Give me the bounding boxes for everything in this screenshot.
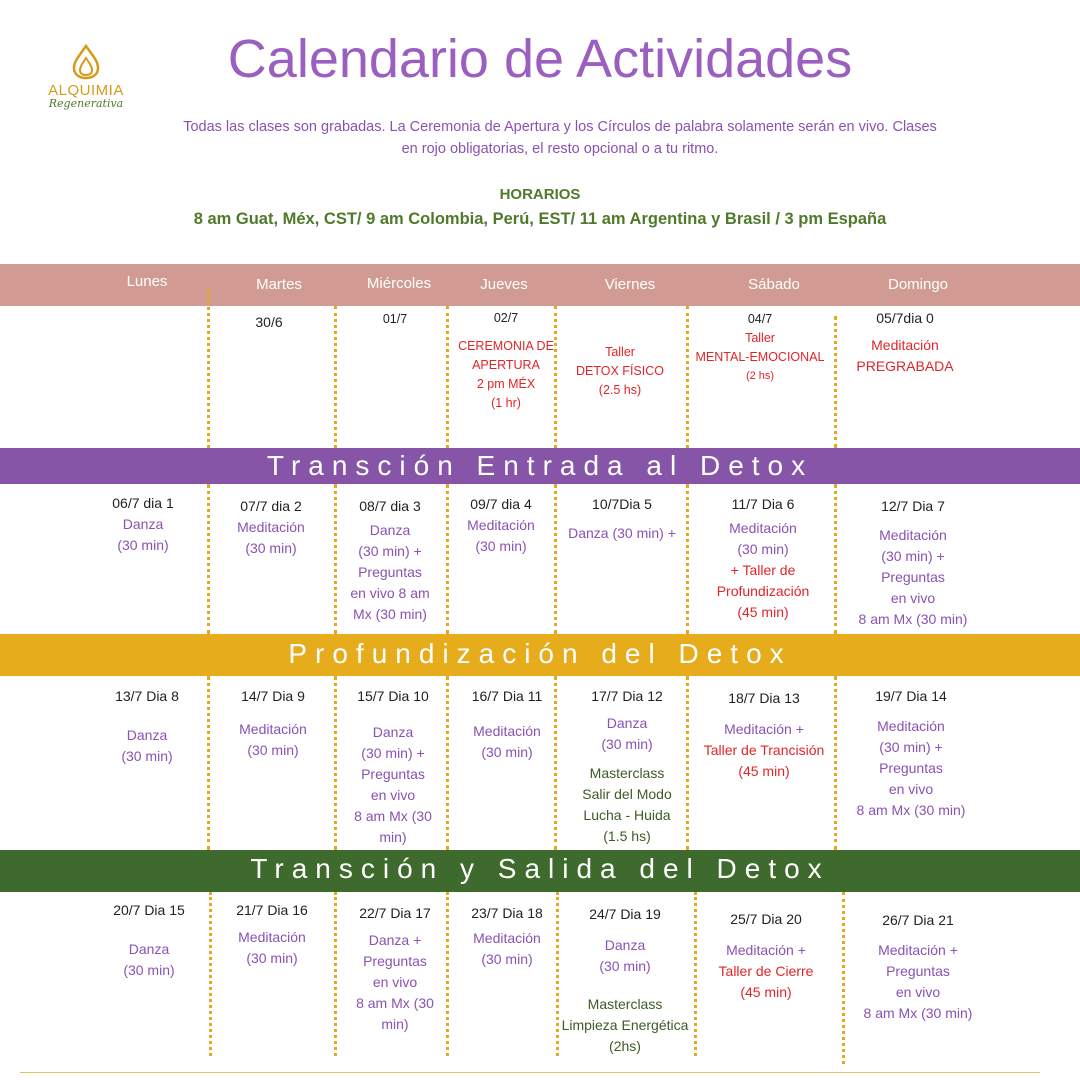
cell-activity: 8 am Mx (30 min) — [858, 611, 968, 627]
cell-activity: CEREMONIA DE — [458, 339, 554, 353]
cell-week3-domingo — [848, 910, 988, 1024]
cell-activity: Meditación — [239, 721, 307, 737]
cell-activity: MENTAL-EMOCIONAL — [695, 350, 825, 364]
cell-activity: en vivo — [372, 974, 418, 990]
cell-week0-viernes — [560, 343, 680, 400]
cell-week2-domingo — [844, 686, 978, 821]
cell-activity: (30 min) — [121, 748, 173, 764]
cell-activity: (30 min) — [737, 541, 789, 557]
cell-week0-martes-date: 30/6 — [255, 314, 283, 330]
cell-activity: DETOX FÍSICO — [576, 364, 664, 378]
column-divider — [334, 306, 337, 448]
cell-activity: Danza (30 min) + — [568, 525, 676, 541]
bottom-divider — [20, 1072, 1040, 1073]
cell-activity: Mx (30 min) — [353, 606, 427, 622]
intro-line-1: Todas las clases son grabadas. La Ceremonia de Apertura y los Círculos de palabra solamente serán en vivo. Clases — [183, 119, 937, 135]
intro-text — [150, 116, 970, 160]
cell-week1-viernes — [558, 494, 686, 544]
cell-week2-miercoles — [338, 686, 448, 848]
cell-activity: Meditación — [473, 723, 541, 739]
cell-week1-jueves — [448, 494, 554, 557]
horarios-text: 8 am Guat, Méx, CST/ 9 am Colombia, Perú, EST/ 11 am Argentina y Brasil / 3 pm España — [193, 210, 887, 228]
cell-activity: PREGRABADA — [856, 358, 954, 374]
cell-activity: (30 min) — [481, 744, 533, 760]
cell-week1-miercoles — [336, 496, 444, 625]
cell-activity: 8 am Mx (30 min) — [856, 802, 966, 818]
cell-date: 07/7 dia 2 — [240, 498, 302, 514]
day-header-viernes: Viernes — [604, 276, 656, 293]
cell-activity: (30 min) — [117, 537, 169, 553]
cell-week1-domingo — [846, 496, 980, 630]
cell-date: 21/7 Dia 16 — [236, 902, 308, 918]
cell-week3-miercoles — [340, 903, 450, 1035]
cell-activity: Danza — [372, 724, 414, 740]
cell-activity: en vivo — [890, 590, 936, 606]
band-salida: Transción y Salida del Detox — [0, 850, 1080, 892]
day-header-miercoles: Miércoles — [366, 275, 432, 292]
cell-activity: 8 am Mx (30 min) — [863, 1005, 973, 1021]
cell-activity: Preguntas — [886, 963, 950, 979]
cell-activity: Taller de Trancisión — [703, 742, 825, 758]
cell-week0-sabado — [686, 310, 834, 385]
cell-date: 10/7Dia 5 — [592, 496, 652, 512]
cell-date: 15/7 Dia 10 — [357, 688, 429, 704]
cell-activity: (45 min) — [738, 763, 790, 779]
band-profundizacion: Profundización del Detox — [0, 634, 1080, 676]
cell-week2-sabado — [690, 688, 838, 782]
cell-date: 13/7 Dia 8 — [115, 688, 179, 704]
cell-week3-jueves — [452, 903, 562, 970]
cell-date: 23/7 Dia 18 — [471, 905, 543, 921]
cell-activity: 2 pm MÉX — [476, 377, 536, 391]
cell-date: 17/7 Dia 12 — [591, 688, 663, 704]
cell-activity: en vivo 8 am — [350, 585, 430, 601]
column-divider — [686, 484, 689, 634]
intro-line-2: en rojo obligatorias, el resto opcional o a tu ritmo. — [401, 141, 719, 157]
logo-subtitle: Regenerativa — [48, 97, 124, 110]
cell-activity: en vivo — [888, 781, 934, 797]
cell-activity: (45 min) — [740, 984, 792, 1000]
cell-date: 25/7 Dia 20 — [730, 911, 802, 927]
cell-activity: Meditación — [237, 519, 305, 535]
cell-date: 08/7 dia 3 — [359, 498, 421, 514]
column-divider — [334, 892, 337, 1056]
cell-date: 22/7 Dia 17 — [359, 905, 431, 921]
cell-week2-viernes — [562, 686, 692, 847]
cell-activity: en vivo — [370, 787, 416, 803]
cell-activity: min) — [379, 829, 407, 845]
cell-activity: Danza — [369, 522, 411, 538]
cell-week1-sabado — [690, 494, 836, 623]
cell-activity: (30 min) — [245, 540, 297, 556]
cell-activity: Salir del Modo — [582, 786, 672, 802]
cell-activity: Taller — [605, 345, 635, 359]
cell-week3-sabado — [696, 909, 836, 1003]
cell-week3-viernes — [556, 904, 694, 1057]
cell-activity: (45 min) — [737, 604, 789, 620]
cell-activity: Preguntas — [879, 760, 943, 776]
cell-activity: (30 min) + — [361, 745, 425, 761]
cell-activity: (2 hs) — [745, 370, 775, 382]
page-title: Calendario de Actividades — [227, 29, 853, 89]
cell-activity: (30 min) — [475, 538, 527, 554]
horarios-heading: HORARIOS — [499, 186, 581, 203]
cell-date: 11/7 Dia 6 — [731, 496, 795, 512]
cell-activity: (30 min) — [481, 951, 533, 967]
column-divider — [834, 316, 837, 448]
cell-activity: Meditación + — [726, 942, 806, 958]
cell-activity: Lucha - Huida — [583, 807, 671, 823]
column-divider — [209, 892, 212, 1056]
day-header-sabado: Sábado — [748, 276, 800, 293]
column-divider — [207, 676, 210, 850]
cell-activity: en vivo — [895, 984, 941, 1000]
cell-date: 09/7 dia 4 — [470, 496, 532, 512]
day-header-lunes: Lunes — [126, 273, 168, 290]
cell-activity: Meditación — [877, 718, 945, 734]
cell-date: 19/7 Dia 14 — [875, 688, 947, 704]
column-divider — [207, 290, 210, 448]
cell-activity: Meditación — [238, 929, 306, 945]
cell-activity: APERTURA — [472, 358, 540, 372]
cell-activity: (2hs) — [609, 1038, 641, 1054]
cell-activity: (30 min) — [123, 962, 175, 978]
cell-date: 06/7 dia 1 — [112, 495, 174, 511]
cell-date: 04/7 — [747, 312, 773, 326]
cell-activity: min) — [381, 1016, 409, 1032]
day-header-bar — [0, 264, 1080, 306]
day-header-martes: Martes — [256, 276, 302, 293]
cell-date: 16/7 Dia 11 — [471, 688, 543, 704]
cell-activity: Preguntas — [881, 569, 945, 585]
cell-activity: (30 min) — [246, 950, 298, 966]
cell-activity: (30 min) + — [358, 543, 422, 559]
cell-activity: Meditación — [729, 520, 797, 536]
cell-date: 02/7 — [493, 311, 519, 325]
cell-activity: (1 hr) — [491, 396, 521, 410]
cell-activity: Meditación + — [724, 721, 804, 737]
column-divider — [842, 892, 845, 1064]
cell-activity: Meditación — [473, 930, 541, 946]
day-header-jueves: Jueves — [480, 276, 528, 293]
cell-activity: Danza — [122, 516, 164, 532]
cell-week2-jueves — [452, 686, 562, 763]
cell-date: 14/7 Dia 9 — [241, 688, 305, 704]
column-divider — [554, 484, 557, 634]
cell-date: 24/7 Dia 19 — [589, 906, 661, 922]
cell-activity: Profundización — [716, 583, 810, 599]
cell-activity: Meditación + — [878, 942, 958, 958]
cell-week1-lunes — [88, 493, 198, 556]
band-entrada: Transción Entrada al Detox — [0, 448, 1080, 484]
cell-activity: (1.5 hs) — [603, 828, 651, 844]
cell-activity: Meditación — [871, 337, 939, 353]
cell-activity: (2.5 hs) — [598, 383, 642, 397]
cell-activity: Danza + — [368, 932, 422, 948]
logo-brand: ALQUIMIA — [48, 82, 124, 99]
cell-activity: Masterclass — [589, 765, 665, 781]
cell-activity: Danza — [126, 727, 168, 743]
cell-activity: (30 min) — [247, 742, 299, 758]
cell-week2-martes — [214, 686, 332, 761]
cell-activity: Taller — [745, 331, 775, 345]
cell-date: 20/7 Dia 15 — [113, 902, 185, 918]
column-divider — [334, 676, 337, 850]
cell-activity: (30 min) — [599, 958, 651, 974]
cell-activity: 8 am Mx (30 — [356, 995, 434, 1011]
cell-week3-lunes — [90, 900, 208, 981]
cell-week0-jueves — [448, 309, 564, 413]
cell-activity: + Taller de — [730, 562, 796, 578]
cell-week0-miercoles-date: 01/7 — [382, 312, 408, 326]
cell-week1-martes — [214, 496, 328, 559]
cell-activity: Preguntas — [361, 766, 425, 782]
cell-activity: Masterclass — [587, 996, 663, 1012]
cell-activity: (30 min) + — [879, 739, 943, 755]
cell-activity: Preguntas — [363, 953, 427, 969]
cell-activity: Meditación — [879, 527, 947, 543]
day-header-domingo: Domingo — [887, 276, 949, 293]
cell-week3-martes — [214, 900, 330, 969]
cell-activity: (30 min) + — [881, 548, 945, 564]
cell-week0-domingo — [845, 308, 965, 377]
cell-activity: 8 am Mx (30 — [354, 808, 432, 824]
cell-activity: Danza — [606, 715, 648, 731]
cell-activity: Danza — [604, 937, 646, 953]
cell-activity: Danza — [128, 941, 170, 957]
cell-activity: Meditación — [467, 517, 535, 533]
cell-date: 05/7dia 0 — [876, 310, 934, 326]
cell-activity: Limpieza Energética — [561, 1017, 689, 1033]
cell-week2-lunes — [90, 686, 204, 767]
cell-activity: Preguntas — [358, 564, 422, 580]
cell-activity: Taller de Cierre — [718, 963, 814, 979]
cell-date: 18/7 Dia 13 — [728, 690, 800, 706]
cell-date: 12/7 Dia 7 — [881, 498, 945, 514]
cell-date: 26/7 Dia 21 — [882, 912, 954, 928]
column-divider — [207, 484, 210, 634]
cell-activity: (30 min) — [601, 736, 653, 752]
